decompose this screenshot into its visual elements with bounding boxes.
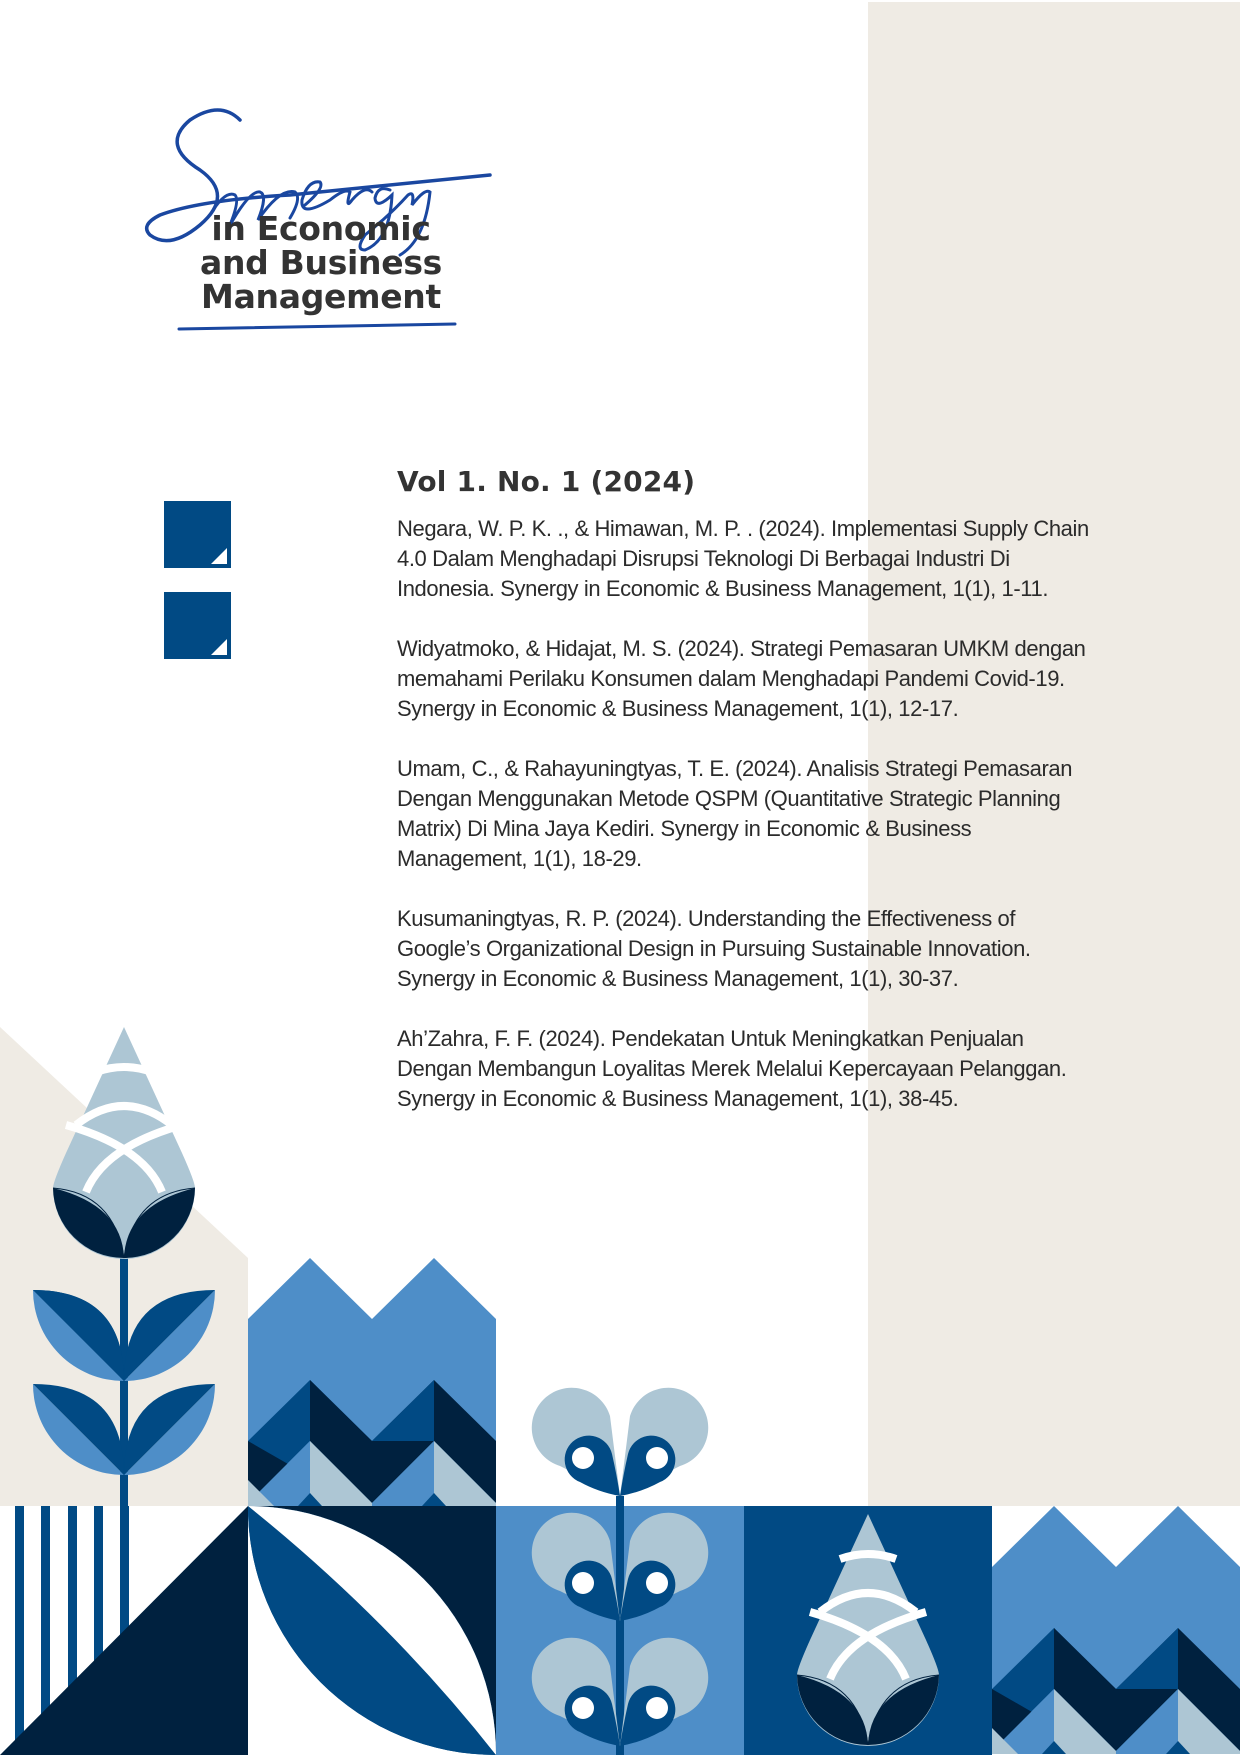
reference-line: memahami Perilaku Konsumen dalam Menghadapi Pandemi Covid-19. [397, 666, 1065, 691]
reference-entry [397, 634, 1157, 724]
reference-line: Kusumaningtyas, R. P. (2024). Understanding the Effectiveness of [397, 906, 1016, 931]
journal-logo [140, 100, 500, 340]
reference-line: Synergy in Economic & Business Management, 1(1), 38-45. [397, 1086, 959, 1111]
logo-line-1: in Economic [211, 209, 431, 248]
reference-line: Ah’Zahra, F. F. (2024). Pendekatan Untuk Meningkatkan Penjualan [397, 1026, 1024, 1051]
reference-entry [397, 754, 1157, 874]
reference-line: Widyatmoko, & Hidajat, M. S. (2024). Strategi Pemasaran UMKM dengan [397, 636, 1086, 661]
logo-line-3: Management [201, 277, 441, 316]
logo-underline [177, 322, 457, 332]
issue-heading: Vol 1. No. 1 (2024) [397, 465, 696, 498]
square-marker-icon [164, 592, 231, 659]
reference-line: Negara, W. P. K. ., & Himawan, M. P. . (2024). Implementasi Supply Chain [397, 516, 1089, 541]
table-of-contents [397, 462, 1157, 1144]
reference-line: Indonesia. Synergy in Economic & Business Management, 1(1), 1-11. [397, 576, 1049, 601]
reference-line: 4.0 Dalam Menghadapi Disrupsi Teknologi Di Berbagai Industri Di [397, 546, 1010, 571]
reference-line: Synergy in Economic & Business Management, 1(1), 12-17. [397, 696, 959, 721]
section-markers [164, 501, 231, 683]
reference-line: Google’s Organizational Design in Pursuing Sustainable Innovation. [397, 936, 1031, 961]
reference-line: Dengan Menggunakan Metode QSPM (Quantitative Strategic Planning [397, 786, 1061, 811]
reference-entry [397, 1024, 1157, 1114]
reference-line: Matrix) Di Mina Jaya Kediri. Synergy in Economic & Business [397, 816, 972, 841]
reference-line: Synergy in Economic & Business Management, 1(1), 30-37. [397, 966, 959, 991]
square-marker-icon [164, 501, 231, 568]
reference-entry [397, 514, 1157, 604]
reference-entry [397, 904, 1157, 994]
reference-line: Dengan Membangun Loyalitas Merek Melalui Kepercayaan Pelanggan. [397, 1056, 1067, 1081]
logo-line-2: and Business [199, 243, 443, 282]
reference-line: Management, 1(1), 18-29. [397, 846, 642, 871]
reference-line: Umam, C., & Rahayuningtyas, T. E. (2024). Analisis Strategi Pemasaran [397, 756, 1073, 781]
logo-title-lines [180, 209, 462, 316]
